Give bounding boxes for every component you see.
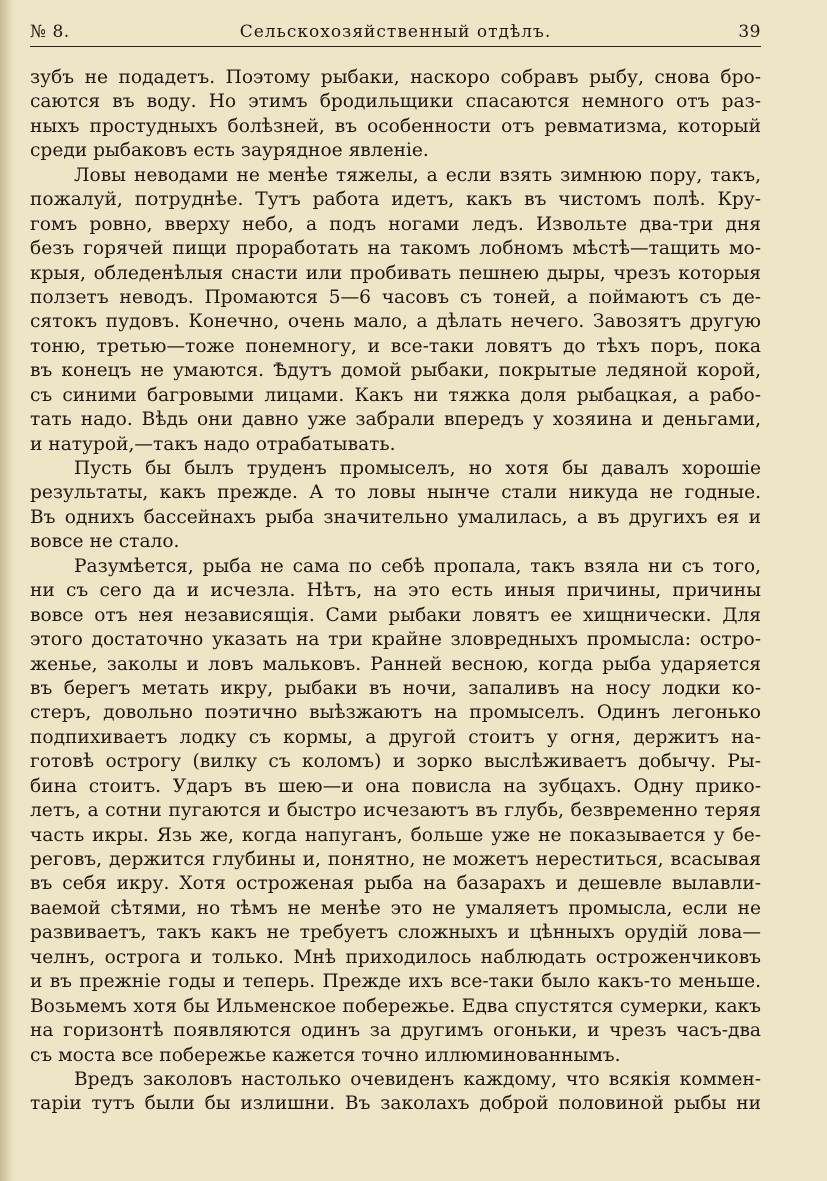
text-line: летъ, а сотни пугаются и быстро исчезаютъ въ глубь, безвременно теряя (30, 800, 761, 822)
text-line: тать надо. Вѣдь они давно уже забрали впередъ у хозяина и деньгами, (30, 409, 761, 431)
text-line: Возьмемъ хотя бы Ильменское побережье. Едва спустятся сумерки, какъ (30, 995, 761, 1017)
text-line: гомъ ровно, вверху небо, а подъ ногами ледъ. Извольте два-три дня (30, 213, 761, 235)
text-line: подпихиваетъ лодку съ кормы, а другой стоитъ у огня, держитъ на- (30, 726, 761, 748)
text-line: среди рыбаковъ есть заурядное явленіе. (30, 140, 429, 162)
text-line: стеръ, довольно поэтично выѣзжаютъ на промыселъ. Одинъ легонько (30, 702, 761, 724)
text-line: въ себя икру. Хотя остроженая рыба на базарахъ и дешевле вылавли- (30, 873, 761, 895)
text-line: пожалуй, потруднѣе. Тутъ работа идетъ, какъ въ чистомъ полѣ. Кру- (30, 189, 761, 211)
text-line: развиваетъ, такъ какъ не требуетъ сложныхъ и цѣнныхъ орудій лова— (30, 922, 761, 944)
text-line: Въ однихъ бассейнахъ рыба значительно умалилась, а въ другихъ ея и (30, 506, 761, 528)
text-line: челнъ, острога и только. Мнѣ приходилось наблюдать остроженчиковъ (30, 946, 761, 968)
text-line: въ берегъ метать икру, рыбаки въ ночи, запаливъ на носу лодки ко- (30, 677, 761, 699)
text-line: сятокъ пудовъ. Конечно, очень мало, а дѣлать нечего. Завозятъ другую (30, 311, 761, 333)
text-line: готовѣ острогу (вилку съ коломъ) и зорко выслѣживаетъ добычу. Ры- (30, 751, 761, 773)
text-line: крыя, обледенѣлыя снасти или пробивать пешнею дыры, чрезъ которыя (30, 262, 761, 284)
text-line: ни съ сего да и исчезла. Нѣтъ, на это есть иныя причины, причины (30, 580, 761, 602)
text-line: безъ горячей пищи проработать на такомъ лобномъ мѣстѣ—тащить мо- (30, 238, 761, 260)
body-text (30, 66, 761, 1117)
text-line: Пусть бы былъ труденъ промыселъ, но хотя бы давалъ хорошіе (74, 458, 761, 479)
text-line: съ моста все побережье кажется точно иллюминованнымъ. (30, 1044, 621, 1066)
text-line: Ловы неводами не менѣе тяжелы, а если взять зимнюю пору, такъ, (74, 164, 761, 186)
text-line: Разумѣется, рыба не сама по себѣ пропала, такъ взяла ни съ того, (74, 555, 761, 577)
text-line: саются въ воду. Но этимъ бродильщики спасаются немного отъ раз- (30, 91, 761, 113)
page-number: 39 (738, 22, 761, 42)
text-line: часть икры. Язь же, когда напуганъ, больше уже не показывается у бе- (30, 824, 761, 846)
text-line: Вредъ заколовъ настолько очевиденъ каждому, что всякія коммен- (74, 1068, 761, 1090)
text-line: ваемой сѣтями, но тѣмъ не менѣе это не умаляетъ промысла, если не (30, 897, 761, 919)
text-line: ползетъ неводъ. Промаются 5—6 часовъ съ тоней, а поймаютъ съ де- (30, 286, 761, 308)
text-line: этого достаточно указать на три крайне зловредныхъ промысла: остро- (30, 629, 761, 651)
text-line: результаты, какъ прежде. А то ловы нынче стали никуда не годные. (30, 482, 761, 504)
text-line: съ синими багровыми лицами. Какъ ни тяжка доля рыбацкая, а рабо- (30, 384, 761, 406)
running-header (30, 18, 761, 48)
page-edge-shadow (0, 0, 14, 1181)
section-title: Сельскохозяйственный отдѣлъ. (239, 22, 552, 42)
text-line: зубъ не подадетъ. Поэтому рыбаки, наскоро собравъ рыбу, снова бро- (30, 67, 761, 88)
text-line: тоню, третью—тоже понемногу, и все-таки ловятъ до тѣхъ поръ, пока (30, 335, 761, 357)
text-line: и натурой,—такъ надо отрабатывать. (30, 433, 396, 455)
text-line: вовсе не стало. (30, 531, 180, 553)
text-line: и въ прежніе годы и теперь. Прежде ихъ все-таки было какъ-то меньше. (30, 971, 761, 993)
header-rule (30, 46, 761, 47)
text-line: въ конецъ не умаются. Ѣдутъ домой рыбаки, покрытые ледяной корой, (30, 360, 761, 382)
text-line: вовсе отъ нея независящія. Сами рыбаки ловятъ ее хищнически. Для (30, 604, 761, 626)
text-line: бина стоитъ. Ударъ въ шею—и она повисла на зубцахъ. Одну прико- (30, 775, 761, 797)
text-line: реговъ, держится глубины и, понятно, не можетъ нереститься, всасывая (30, 849, 761, 870)
issue-number: № 8. (30, 22, 70, 42)
text-line: женье, заколы и ловъ мальковъ. Ранней весною, когда рыба ударяется (30, 653, 761, 675)
text-line: ныхъ простудныхъ болѣзней, въ особенности отъ ревматизма, который (30, 115, 761, 137)
text-line: на горизонтѣ появляются одинъ за другимъ огоньки, и чрезъ часъ-два (30, 1020, 761, 1042)
text-line: таріи тутъ были бы излишни. Въ заколахъ доброй половиной рыбы ни (30, 1093, 761, 1115)
